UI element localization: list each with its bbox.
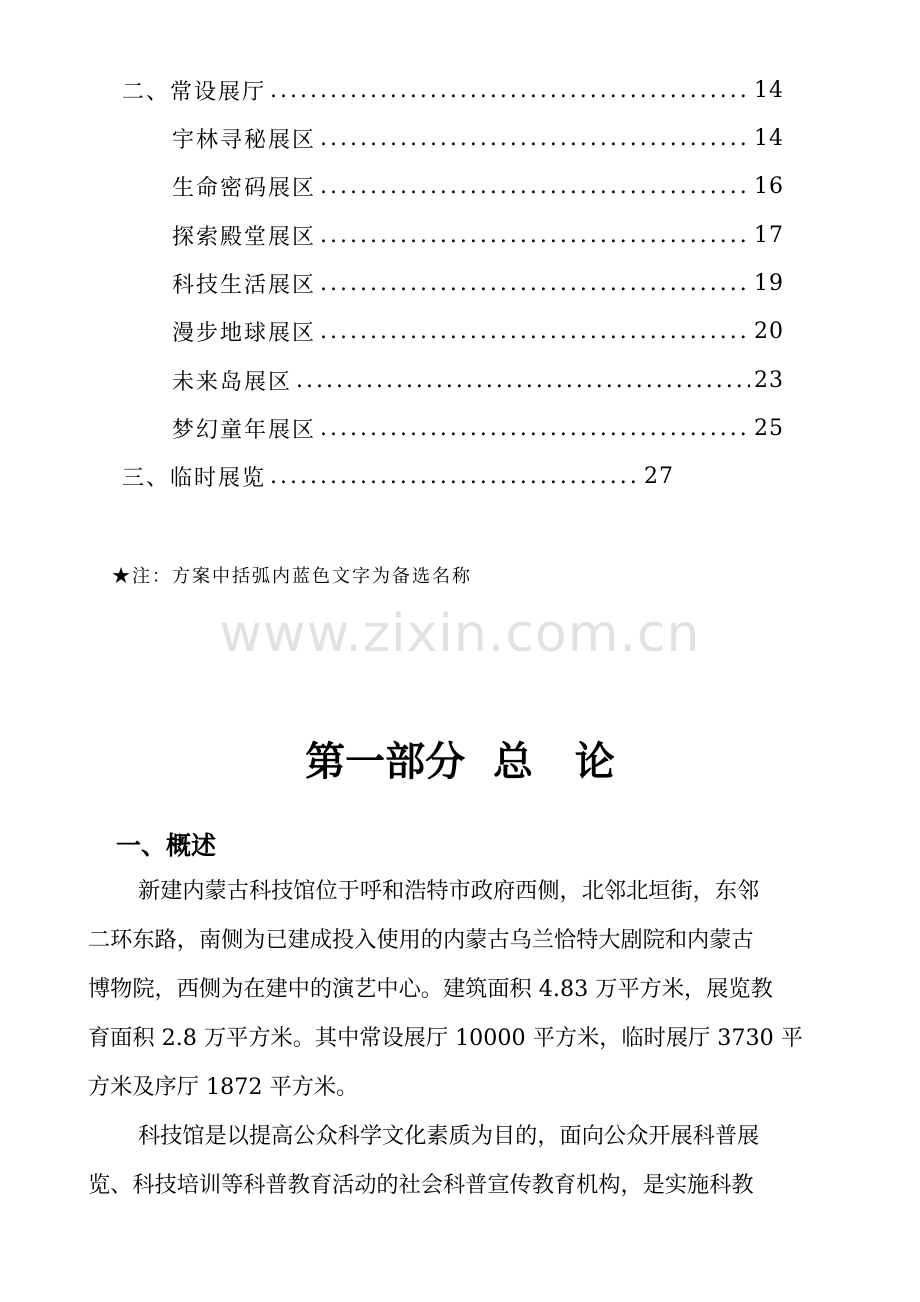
toc-entry-label: 探索殿堂展区 [172, 224, 317, 250]
toc-entry-page: 20 [754, 318, 784, 344]
toc-entry-label: 科技生活展区 [172, 272, 317, 298]
toc-leader-dots [320, 126, 750, 151]
toc-leader-dots [270, 464, 640, 489]
part-title: 第一部分 总 论 [305, 739, 615, 785]
toc-entry[interactable] [122, 461, 674, 491]
toc-entry[interactable] [172, 220, 784, 250]
watermark: www.zixin.com.cn [219, 604, 701, 664]
toc-entry-page: 14 [754, 77, 784, 103]
toc-entry-label: 生命密码展区 [172, 175, 317, 201]
toc-entry[interactable] [172, 171, 784, 201]
toc-leader-dots [296, 368, 750, 393]
footnote-note: ★注：方案中括弧内蓝色文字为备选名称 [112, 566, 472, 587]
toc-entry[interactable] [172, 365, 784, 395]
toc-entry-page: 16 [754, 173, 784, 199]
section-heading: 一、概述 [116, 831, 217, 860]
toc-entry[interactable] [172, 268, 784, 298]
toc-entry-label: 宇林寻秘展区 [172, 127, 317, 153]
toc-leader-dots [320, 174, 750, 199]
paragraph-line: 方米及序厅 1872 平方米。 [88, 1074, 359, 1100]
toc-leader-dots [320, 271, 750, 296]
paragraph-line: 二环东路，南侧为已建成投入使用的内蒙古乌兰恰特大剧院和内蒙古 [88, 927, 754, 953]
toc-entry-label: 漫步地球展区 [172, 320, 317, 346]
paragraph-line: 科技馆是以提高公众科学文化素质为目的，面向公众开展科普展 [138, 1123, 760, 1149]
toc-entry-label: 未来岛展区 [172, 369, 293, 395]
toc-entry-label: 三、临时展览 [122, 465, 267, 491]
toc-leader-dots [270, 78, 750, 103]
toc-entry-label: 二、常设展厅 [122, 79, 267, 105]
paragraph-line: 育面积 2.8 万平方米。其中常设展厅 10000 平方米，临时展厅 3730 平 [88, 1025, 803, 1051]
paragraph-line: 览、科技培训等科普教育活动的社会科普宣传教育机构，是实施科教 [88, 1172, 754, 1198]
toc-leader-dots [320, 416, 750, 441]
toc-entry[interactable] [172, 316, 784, 346]
toc-entry-label: 梦幻童年展区 [172, 417, 317, 443]
toc-entry-page: 19 [754, 270, 784, 296]
toc-entry[interactable] [122, 75, 784, 105]
toc-entry-page: 25 [754, 415, 784, 441]
paragraph-purpose [88, 1112, 833, 1210]
toc-entry-page: 17 [754, 222, 784, 248]
paragraph-line: 新建内蒙古科技馆位于呼和浩特市政府西侧，北邻北垣街，东邻 [138, 878, 760, 904]
paragraph-overview [88, 867, 833, 1112]
toc-entry-page: 23 [754, 367, 784, 393]
toc-entry[interactable] [172, 413, 784, 443]
toc-leader-dots [320, 223, 750, 248]
toc-entry-page: 14 [754, 125, 784, 151]
paragraph-line: 博物院，西侧为在建中的演艺中心。建筑面积 4.83 万平方米，展览教 [88, 976, 773, 1002]
toc-leader-dots [320, 319, 750, 344]
toc-entry-page: 27 [644, 463, 674, 489]
toc-entry[interactable] [172, 123, 784, 153]
